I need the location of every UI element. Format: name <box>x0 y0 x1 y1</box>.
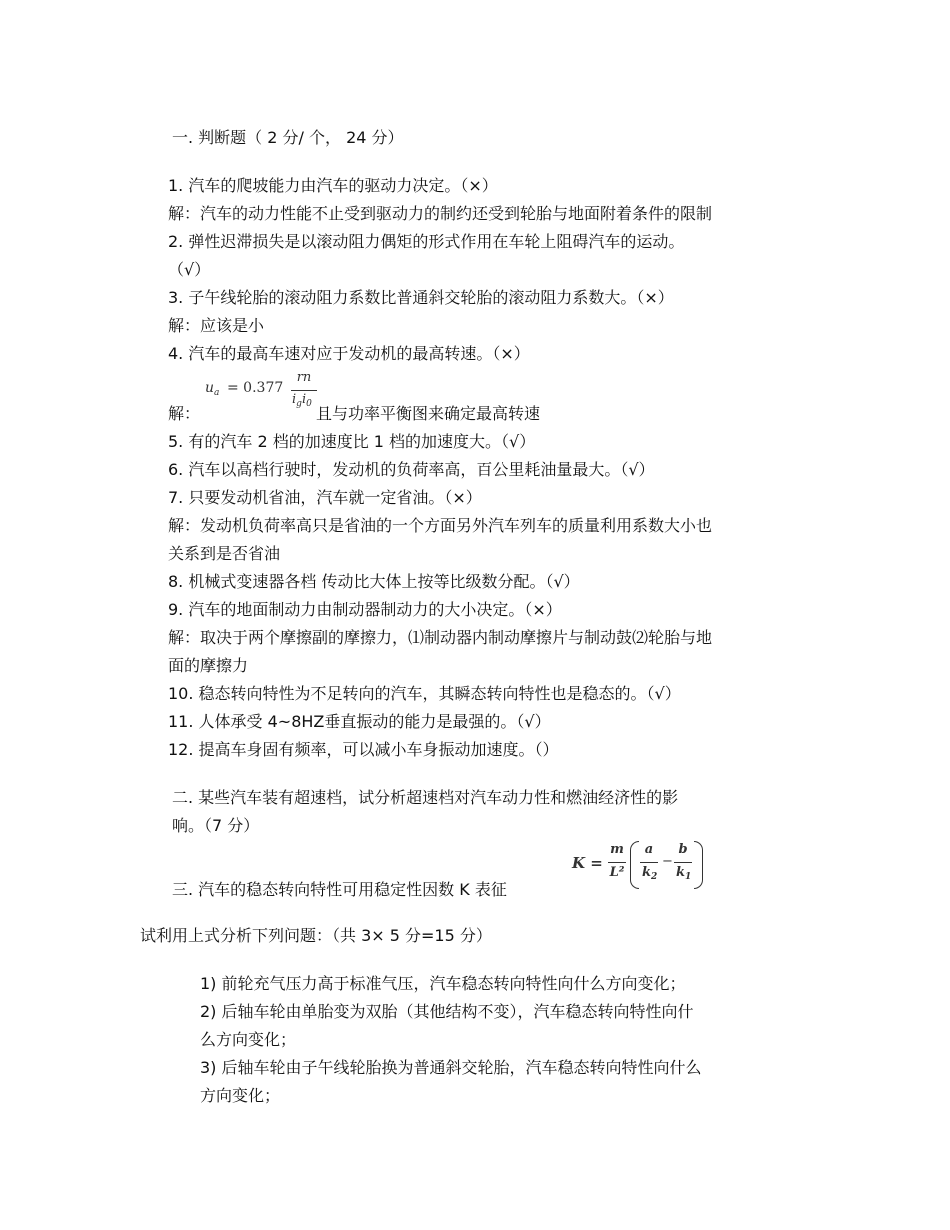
formula2-k1: k <box>676 865 686 880</box>
formula2-k2: k <box>642 865 652 880</box>
question-11: 11. 人体承受 4~8HZ垂直振动的能力是最强的。（√） <box>168 712 551 731</box>
formula2-lhs: K = <box>572 854 603 872</box>
question-4: 4. 汽车的最高车速对应于发动机的最高转速。（×） <box>168 344 530 363</box>
formula1-den-sub2: 0 <box>306 399 312 409</box>
formula2-bar-main <box>608 862 626 863</box>
question-8: 8. 机械式变速器各档 传动比大体上按等比级数分配。（√） <box>168 572 580 591</box>
question-2: 2. 弹性迟滞损失是以滚动阻力偶矩的形式作用在车轮上阻碍汽车的运动。 <box>168 232 685 251</box>
formula-max-speed <box>205 368 320 414</box>
question-6: 6. 汽车以高档行驶时，发动机的负荷率高，百公里耗油量最大。（√） <box>168 460 655 479</box>
section2-line1: 二. 某些汽车装有超速档，试分析超速档对汽车动力性和燃油经济性的影 <box>172 788 679 807</box>
section2-line2: 响。（7 分） <box>172 816 260 835</box>
section3-heading: 三. 汽车的稳态转向特性可用稳定性因数 K 表征 <box>172 880 507 899</box>
formula1-fraction-bar <box>291 390 317 391</box>
formula1-lhs-sub: a <box>214 388 220 398</box>
question-2-mark: （√） <box>168 260 211 279</box>
formula1-den-i2: i <box>301 392 307 407</box>
question-12: 12. 提高车身固有频率，可以减小车身振动加速度。（） <box>168 740 559 759</box>
formula2-bar-b <box>674 862 692 863</box>
formula1-den-i1: i <box>292 392 297 407</box>
answer-1: 解：汽车的动力性能不止受到驱动力的制约还受到轮胎与地面附着条件的限制 <box>168 204 713 223</box>
section3-item-3: 3) 后轴车轮由子午线轮胎换为普通斜交轮胎，汽车稳态转向特性向什么 <box>200 1058 702 1077</box>
formula2-k1-sub: 1 <box>685 872 692 882</box>
formula1-numerator: rn <box>296 370 312 385</box>
answer-4-suffix: 且与功率平衡图来确定最高转速 <box>316 404 541 423</box>
section3-intro: 试利用上式分析下列问题：（共 3× 5 分=15 分） <box>140 926 492 945</box>
answer-3: 解：应该是小 <box>168 316 265 335</box>
question-9: 9. 汽车的地面制动力由制动器制动力的大小决定。（×） <box>168 600 562 619</box>
formula2-k2-sub: 2 <box>651 872 658 882</box>
section3-item-3-cont: 方向变化； <box>200 1086 281 1105</box>
formula2-minus: − <box>662 854 673 869</box>
answer-7-cont: 关系到是否省油 <box>168 544 281 563</box>
formula1-den-sub1: g <box>296 399 302 409</box>
formula1-lhs: u <box>205 380 215 396</box>
question-10: 10. 稳态转向特性为不足转向的汽车，其瞬态转向特性也是稳态的。（√） <box>168 684 681 703</box>
section1-heading: 一. 判断题（ 2 分/ 个， 24 分） <box>172 128 404 147</box>
formula2-bar-a <box>640 862 658 863</box>
formula2-left-paren <box>630 841 639 889</box>
question-3: 3. 子午线轮胎的滚动阻力系数比普通斜交轮胎的滚动阻力系数大。（×） <box>168 288 674 307</box>
formula2-b: b <box>678 842 688 857</box>
question-1: 1. 汽车的爬坡能力由汽车的驱动力决定。（×） <box>168 176 498 195</box>
answer-9-cont: 面的摩擦力 <box>168 656 249 675</box>
answer-7: 解：发动机负荷率高只是省油的一个方面另外汽车列车的质量利用系数大小也 <box>168 516 713 535</box>
question-7: 7. 只要发动机省油，汽车就一定省油。（×） <box>168 488 482 507</box>
section3-item-2-cont: 么方向变化； <box>200 1030 297 1049</box>
section3-item-2: 2) 后轴车轮由单胎变为双胎（其他结构不变），汽车稳态转向特性向什 <box>200 1002 694 1021</box>
formula2-a: a <box>644 842 654 857</box>
formula2-m: m <box>610 842 624 857</box>
answer-4-prefix: 解： <box>168 404 201 423</box>
formula1-coefficient: = 0.377 <box>227 380 284 396</box>
formula2-L2: L² <box>609 865 625 880</box>
section3-item-1: 1) 前轮充气压力高于标准气压，汽车稳态转向特性向什么方向变化； <box>200 974 686 993</box>
answer-9: 解：取决于两个摩擦副的摩擦力，⑴制动器内制动摩擦片与制动鼓⑵轮胎与地 <box>168 628 713 647</box>
question-5: 5. 有的汽车 2 档的加速度比 1 档的加速度大。（√） <box>168 432 536 451</box>
formula-stability-factor <box>572 838 707 892</box>
formula2-right-paren <box>694 841 703 889</box>
